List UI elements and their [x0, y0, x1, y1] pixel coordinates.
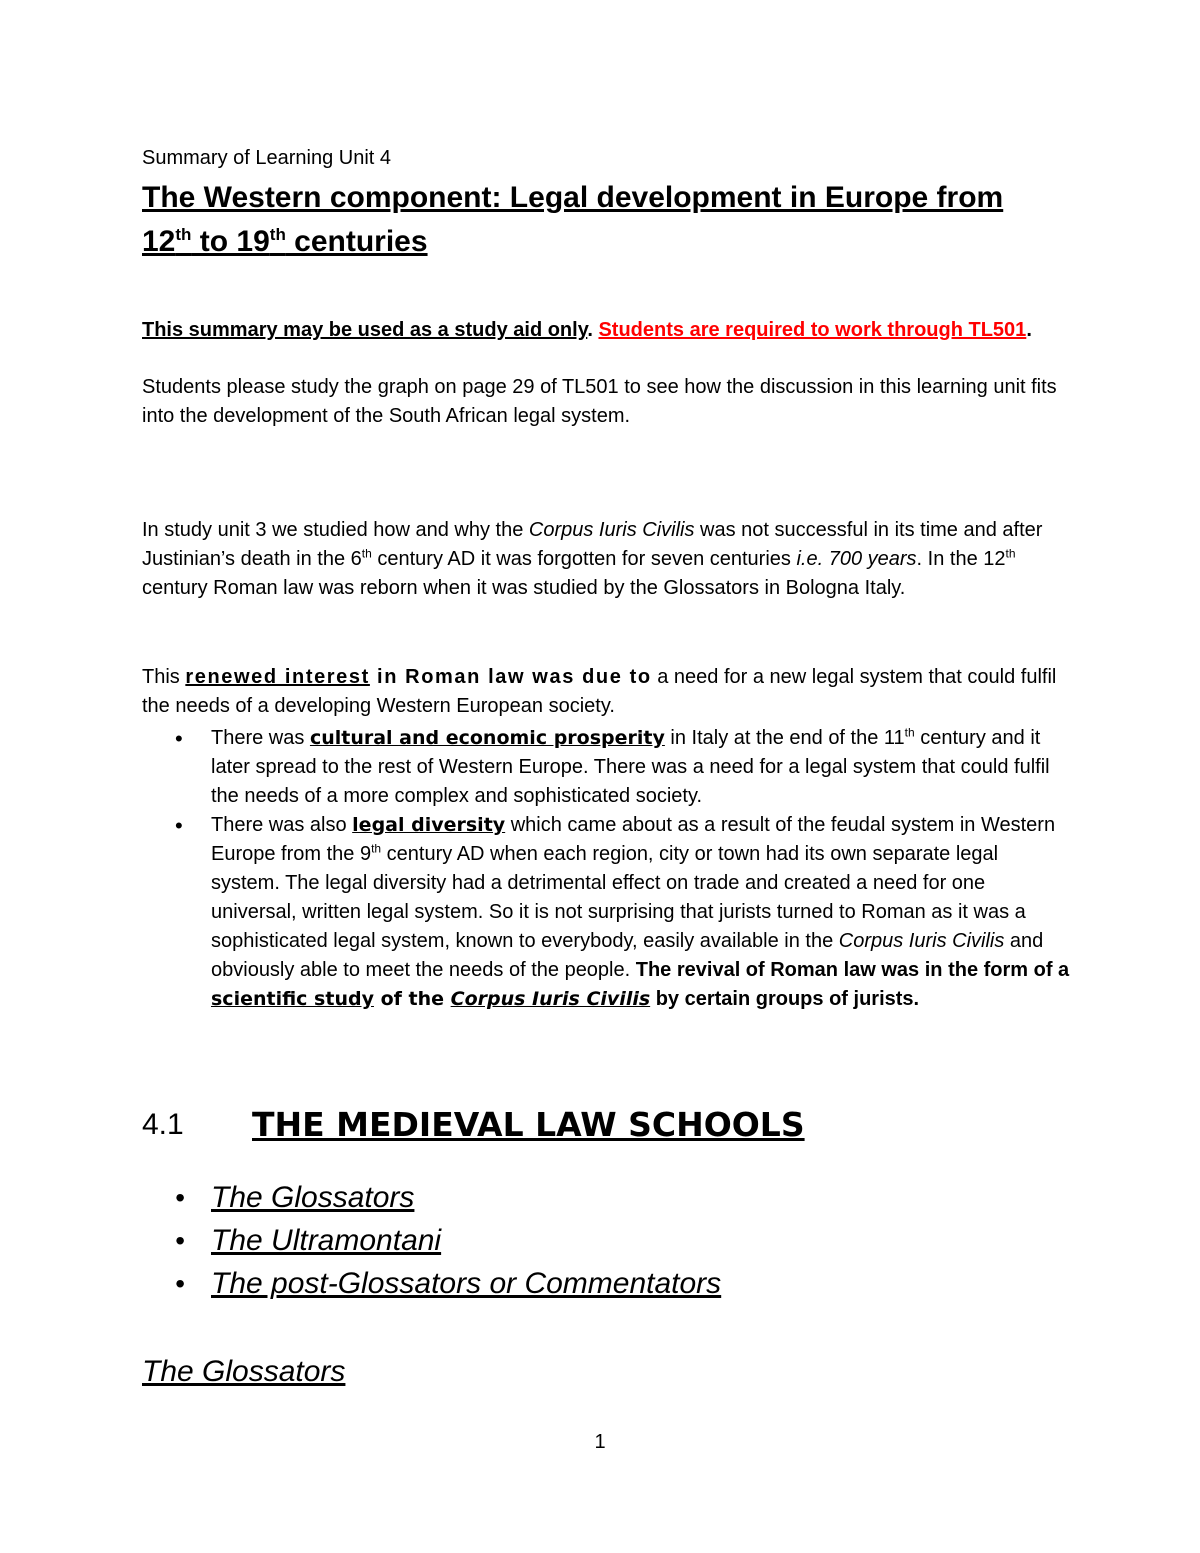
reason-paragraph: This renewed interest in Roman law was due to a need for a new legal system that could fulfil the needs of a developing Western European society.: [142, 666, 1057, 717]
causes-list: [142, 724, 1072, 1014]
graph-paragraph: Students please study the graph on page 29 of TL501 to see how the discussion in this learning unit fits into the development of the South African legal system.: [142, 376, 1057, 427]
intro-paragraph: In study unit 3 we studied how and why the Corpus Iuris Civilis was not successful in its time and after Justinian’s death in the 6th century AD it was forgotten for seven centuries i.e. 700 years. In the 12th century Roman law was reborn when it was studied by the Glossators in Bologna Italy.: [142, 519, 1043, 599]
bullet-icon: •: [175, 1268, 185, 1299]
list-item: • There was cultural and economic prosperity in Italy at the end of the 11th century and it later spread to the rest of Western Europe. There was a need for a legal system that could fulfil the needs of a more complex and sophisticated society.: [175, 725, 1050, 807]
list-item: • The post-Glossators or Commentators: [142, 1262, 1072, 1305]
list-item: • The Ultramontani: [142, 1219, 1072, 1262]
bullet-icon: •: [175, 726, 183, 751]
bullet-icon: •: [175, 1182, 185, 1213]
title-line-1: The Western component: Legal development in Europe from: [142, 181, 1004, 214]
section-title: THE MEDIEVAL LAW SCHOOLS: [252, 1105, 805, 1144]
document-title: [142, 176, 1072, 264]
renewed-interest-emphasis: renewed interest: [185, 666, 370, 688]
legal-diversity-emphasis: legal diversity: [352, 814, 506, 836]
list-item: • The Glossators: [142, 1176, 1072, 1219]
list-item: • There was also legal diversity which came about as a result of the feudal system in Western Europe from the 9th century AD when each region, city or town had its own separate legal system. The legal diversity had a detrimental effect on trade and created a need for one universal, written legal system. So it is not surprising that jurists turned to Roman as it was a sophisticated legal system, known to everybody, easily available in the Corpus Iuris Civilis and obviously able to meet the needs of the people. The revival of Roman law was in the form of a scientific study of the Corpus Iuris Civilis by certain groups of jurists.: [175, 813, 1070, 1010]
section-number: 4.1: [142, 1108, 184, 1141]
notice-study-aid: This summary may be used as a study aid only: [142, 319, 588, 341]
bullet-icon: •: [175, 813, 183, 838]
notice-required: Students are required to work through TL501: [598, 319, 1027, 341]
page-number: 1: [594, 1431, 606, 1453]
bullet-icon: •: [175, 1225, 185, 1256]
study-aid-notice: This summary may be used as a study aid only. Students are required to work through TL501.: [142, 319, 1032, 341]
document-subtitle: Summary of Learning Unit 4: [142, 147, 392, 169]
schools-list: [142, 1176, 1072, 1305]
prosperity-emphasis: cultural and economic prosperity: [309, 727, 665, 749]
glossators-heading: The Glossators: [142, 1355, 346, 1388]
title-line-2: 12th to 19th centuries: [142, 225, 428, 258]
